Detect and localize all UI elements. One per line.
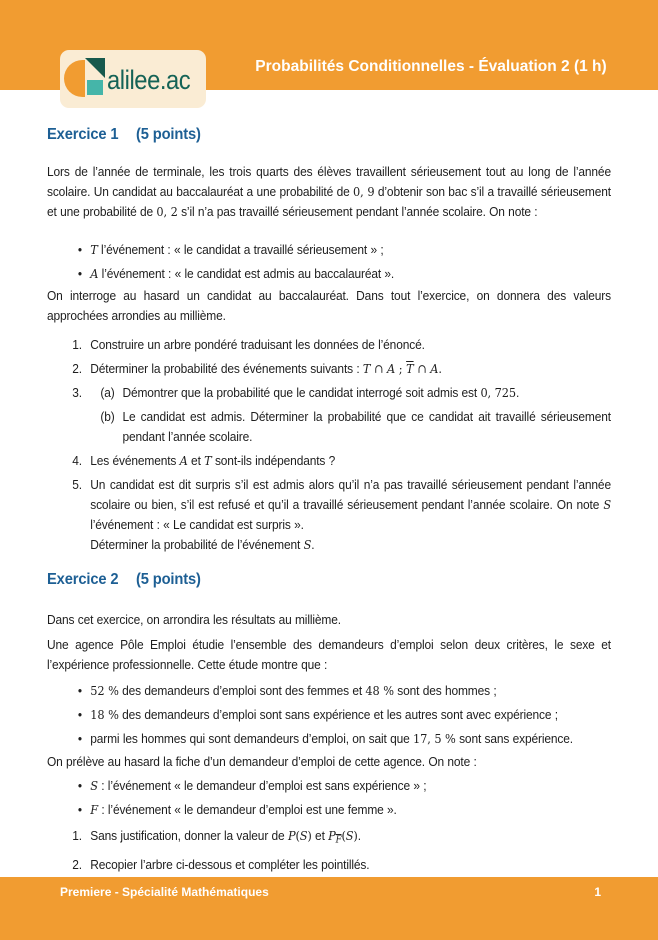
question-text-line: Déterminer la probabilité de l’événement S. (90, 537, 315, 552)
question-item (47, 475, 611, 555)
question-item (47, 383, 611, 447)
exercise2-question-list (47, 826, 611, 879)
footer-page-number: 1 (594, 885, 601, 899)
exercise1-note-paragraph: On interroge au hasard un candidat au baccalauréat. Dans tout l’exercice, on donnera des valeurs approchées arrondies au millième. (47, 288, 611, 323)
question-subitem (90, 407, 611, 447)
exercise1-points: (5 points) (135, 126, 201, 143)
exercise2-heading (47, 570, 611, 590)
question-item (47, 451, 611, 471)
exercise2-intro-paragraph: Une agence Pôle Emploi étudie l’ensemble des demandeurs d’emploi selon deux critères, le sexe et l’expérience professionnelle. Cette étude montre que : (47, 637, 611, 672)
subquestion-letter: (b) (100, 409, 115, 424)
question-item (47, 335, 611, 355)
exercise2-event-list (47, 776, 611, 824)
bullet-icon (47, 264, 82, 284)
exercise1-question-list (47, 335, 611, 559)
question-number: 1. (72, 828, 82, 843)
bullet-icon (47, 681, 82, 701)
footer (0, 877, 658, 940)
document-body (47, 0, 611, 877)
list-item (47, 800, 611, 820)
question-item (47, 359, 611, 379)
exercise1-heading (47, 125, 611, 145)
list-item-text: parmi les hommes qui sont demandeurs d’emploi, on sait que 17, 5 % sont sans expérience. (90, 731, 573, 746)
list-item-text: T l’événement : « le candidat a travaillé sérieusement » ; (90, 242, 384, 257)
question-text: Sans justification, donner la valeur de P(S) et $P_{\overline{F}}(S)$. (90, 828, 361, 846)
question-text: Construire un arbre pondéré traduisant les données de l’énoncé. (90, 337, 425, 352)
question-text: Recopier l’arbre ci-dessous et compléter les pointillés. (90, 856, 370, 872)
list-item-text: S : l’événement « le demandeur d’emploi est sans expérience » ; (90, 778, 427, 793)
exercise1-intro-paragraph: Lors de l’année de terminale, les trois quarts des élèves travaillent sérieusement tout au long de l’année scolaire. Un candidat au baccalauréat a une probabilité de 0, 9 d’obtenir son bac s’il a travaillé sérieusement et une probabilité de 0, 2 s’il n’a pas travaillé sérieusement pendant l’année scolaire. On note : (47, 164, 611, 219)
bullet-icon (47, 800, 82, 820)
list-item (47, 705, 611, 725)
document-title: Probabilités Conditionnelles - Évaluation 2 (1 h) (255, 58, 607, 75)
exercise2-rounding-paragraph: Dans cet exercice, on arrondira les résultats au millième. (47, 612, 341, 627)
question-text: Les événements A et T sont-ils indépendants ? (90, 453, 336, 468)
exercise2-points: (5 points) (135, 571, 201, 588)
exercise2-note-paragraph: On prélève au hasard la fiche d’un demandeur d’emploi de cette agence. On note : (47, 754, 477, 769)
logo-text: alilee.ac (107, 64, 191, 95)
question-number: 1. (72, 337, 82, 352)
bullet-icon (47, 705, 82, 725)
question-number: 4. (72, 453, 82, 468)
bullet-icon (47, 240, 82, 260)
question-item (47, 826, 611, 851)
list-item (47, 264, 611, 284)
question-subitem (90, 383, 611, 403)
list-item (47, 240, 611, 260)
list-item (47, 729, 611, 749)
footer-course-label: Premiere - Spécialité Mathématiques (60, 885, 269, 899)
subquestion-letter: (a) (100, 385, 115, 400)
list-item-text: A l’événement : « le candidat est admis au baccalauréat ». (90, 266, 395, 281)
question-text-line: Un candidat est dit surpris s’il est admis alors qu’il n’a pas travaillé sérieusement pendant l’année scolaire ou bien, s’il est refusé et qu’il a travaillé sérieusement pendant l’année scolaire. On note S l’événement : « Le candidat est surpris ». (90, 477, 611, 532)
exercise2-fact-list (47, 681, 611, 753)
question-subitems (90, 383, 611, 447)
list-item (47, 681, 611, 701)
question-number: 3. (72, 385, 82, 400)
subquestion-text: Démontrer que la probabilité que le candidat interrogé soit admis est 0, 725. (122, 385, 520, 400)
list-item (47, 776, 611, 796)
exercise2-title: Exercice 2 (47, 571, 119, 588)
bullet-icon (47, 729, 82, 749)
question-item (47, 855, 611, 875)
list-item-text: 52 % des demandeurs d’emploi sont des femmes et 48 % sont des hommes ; (90, 683, 497, 698)
question-number: 5. (72, 477, 82, 492)
exercise1-title: Exercice 1 (47, 126, 119, 143)
question-number: 2. (72, 856, 82, 872)
subquestion-text: Le candidat est admis. Déterminer la probabilité que ce candidat ait travaillé sérieusement pendant l’année scolaire. (122, 409, 611, 444)
question-number: 2. (72, 361, 82, 376)
list-item-text: F : l’événement « le demandeur d’emploi est une femme ». (90, 802, 397, 817)
exercise1-event-list (47, 240, 611, 288)
bullet-icon (47, 776, 82, 796)
list-item-text: 18 % des demandeurs d’emploi sont sans expérience et les autres sont avec expérience ; (90, 707, 558, 722)
question-text (90, 475, 611, 555)
question-text: Déterminer la probabilité des événements suivants : T ∩ A ; $\overline{T}$ ∩ A. (90, 361, 442, 376)
